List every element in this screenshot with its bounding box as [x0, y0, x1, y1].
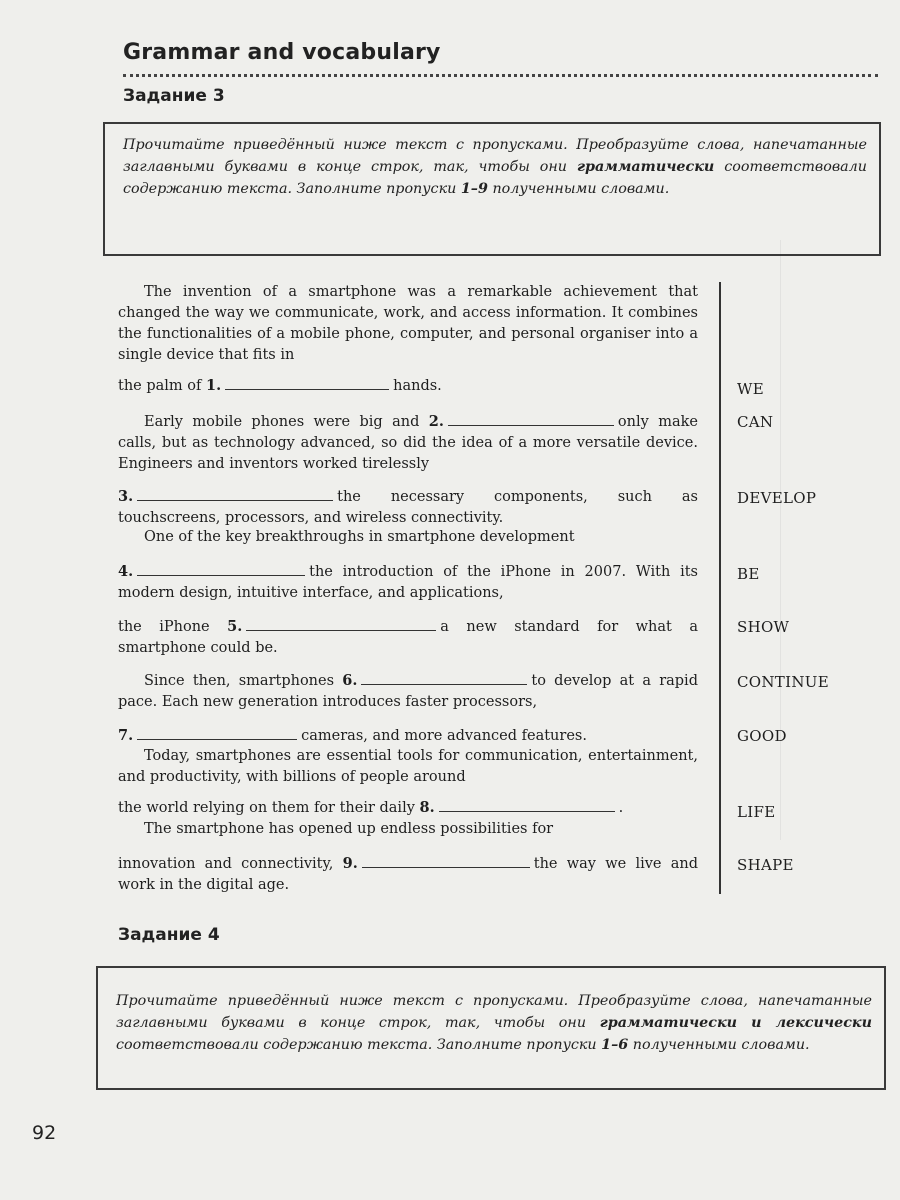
gap-line-6: Since then, smartphones 6. to develop at a rapid pace. Each new generation introduces faster processors,: [118, 672, 698, 710]
task3-heading: Задание 3: [123, 86, 225, 106]
gap-8-blank[interactable]: [439, 797, 615, 812]
gap-9-blank[interactable]: [362, 853, 530, 868]
gap-line-1: the palm of 1. hands.: [118, 377, 442, 394]
keyword-8: LIFE: [737, 803, 776, 821]
gap-4-blank[interactable]: [137, 561, 305, 576]
gap-6-blank[interactable]: [361, 670, 527, 685]
dotted-divider: [123, 74, 878, 77]
gap-3-blank[interactable]: [137, 486, 333, 501]
keyword-3: DEVELOP: [737, 489, 817, 507]
keyword-2: CAN: [737, 413, 774, 431]
gap-2-blank[interactable]: [448, 411, 614, 426]
keyword-5: SHOW: [737, 618, 790, 636]
keyword-1: WE: [737, 380, 764, 398]
paragraph-8: Today, smartphones are essential tools for communication, entertainment, and productivity, with billions of people around: [118, 748, 698, 785]
task4-heading: Задание 4: [118, 925, 220, 945]
gap-line-5: the iPhone 5. a new standard for what a smartphone could be.: [118, 618, 698, 656]
keyword-7: GOOD: [737, 727, 787, 745]
task3-instruction-box: [103, 122, 881, 256]
gap-line-3: 3. the necessary components, such as touchscreens, processors, and wireless connectivity.: [118, 488, 698, 526]
gap-line-9: innovation and connectivity, 9. the way we live and work in the digital age.: [118, 855, 698, 893]
gap-line-4: 4. the introduction of the iPhone in 2007. With its modern design, intuitive interface, and applications,: [118, 563, 698, 601]
gap-line-7: 7. cameras, and more advanced features.: [118, 727, 587, 744]
task4-instruction-text: Прочитайте приведённый ниже текст с пропусками. Преобразуйте слова, напечатанные заглавными буквами в конце строк, так, чтобы они грамматически и лексически соответствовали содержанию текста. Заполните пропуски 1–6 полученными словами.: [116, 993, 872, 1053]
section-title: Grammar and vocabulary: [123, 40, 441, 65]
paragraph-9: The smartphone has opened up endless possibilities for: [144, 821, 554, 837]
page-number: 92: [32, 1122, 57, 1144]
paragraph-intro: The invention of a smartphone was a remarkable achievement that changed the way we communicate, work, and access information. It combines the functionalities of a mobile phone, computer, and personal organiser into a single device that fits in: [118, 284, 698, 363]
keyword-column-divider: [719, 282, 721, 894]
keyword-9: SHAPE: [737, 856, 794, 874]
keyword-6: CONTINUE: [737, 673, 829, 691]
task3-instruction-text: Прочитайте приведённый ниже текст с пропусками. Преобразуйте слова, напечатанные заглавными буквами в конце строк, так, чтобы они грамматически соответствовали содержанию текста. Заполните пропуски 1–9 полученными словами.: [123, 137, 867, 197]
task4-instruction-box: [96, 966, 886, 1090]
gap-1-blank[interactable]: [225, 375, 389, 390]
gap-line-8: the world relying on them for their daily 8. .: [118, 799, 624, 816]
gap-line-2: Early mobile phones were big and 2. only make calls, but as technology advanced, so did the idea of a more versatile device. Engineers and inventors worked tirelessly: [118, 413, 698, 472]
gap-5-blank[interactable]: [246, 616, 436, 631]
gap-7-blank[interactable]: [137, 725, 297, 740]
bleed-through-marks: [780, 240, 891, 840]
paragraph-4: One of the key breakthroughs in smartphone development: [144, 529, 575, 545]
keyword-4: BE: [737, 565, 760, 583]
